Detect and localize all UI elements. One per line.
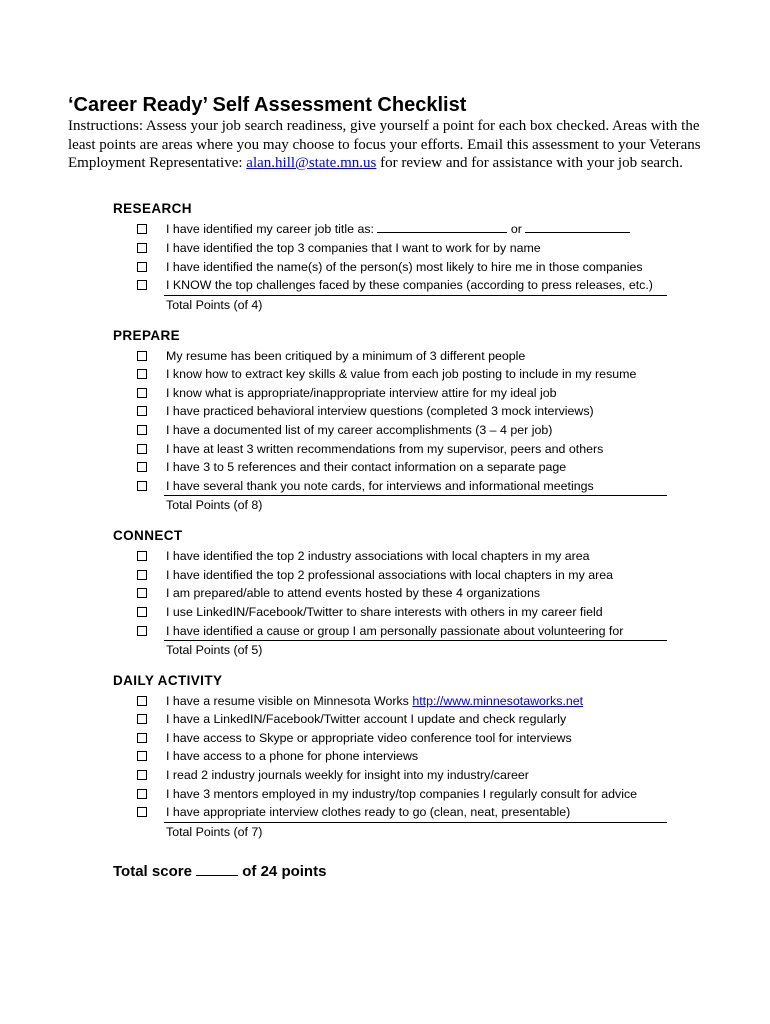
item-label xyxy=(166,692,583,711)
checklist-item xyxy=(137,276,667,295)
checklist-item xyxy=(137,785,667,804)
checkbox[interactable] xyxy=(137,770,147,780)
item-label: I have a documented list of my career accomplishments (3 – 4 per job) xyxy=(166,423,553,437)
checklist-item xyxy=(137,803,667,822)
checklist-item xyxy=(137,458,667,477)
item-label: I have access to a phone for phone interviews xyxy=(166,749,419,763)
section-total: Total Points (of 5) xyxy=(166,643,263,657)
section-total: Total Points (of 4) xyxy=(166,298,263,312)
checkbox[interactable] xyxy=(137,280,147,290)
checklist-item xyxy=(137,258,667,277)
checklist-item xyxy=(137,220,667,239)
checkbox[interactable] xyxy=(137,444,147,454)
item-label: I have identified the top 3 companies that I want to work for by name xyxy=(166,241,541,255)
total-score-suffix: of 24 points xyxy=(238,863,327,880)
checklist-item xyxy=(137,365,667,384)
item-label: I have identified the top 2 industry associations with local chapters in my area xyxy=(166,549,590,563)
checklist-item xyxy=(137,710,667,729)
checklist-item xyxy=(137,729,667,748)
item-label: I am prepared/able to attend events hosted by these 4 organizations xyxy=(166,586,541,600)
job-title-blank-field[interactable] xyxy=(377,221,507,233)
checkbox[interactable] xyxy=(137,751,147,761)
section-title-daily-activity: DAILY ACTIVITY xyxy=(113,673,223,688)
item-label: I KNOW the top challenges faced by these companies (according to press releases, etc.) xyxy=(166,278,653,292)
section-total: Total Points (of 7) xyxy=(166,825,263,839)
checkbox[interactable] xyxy=(137,462,147,472)
checklist-item xyxy=(137,622,667,641)
checklist-item xyxy=(137,477,667,496)
checkbox[interactable] xyxy=(137,425,147,435)
checkbox[interactable] xyxy=(137,243,147,253)
item-label: I have identified a cause or group I am personally passionate about volunteering for xyxy=(166,624,624,638)
item-label: I have a LinkedIN/Facebook/Twitter account I update and check regularly xyxy=(166,712,567,726)
item-label: I have access to Skype or appropriate video conference tool for interviews xyxy=(166,731,572,745)
item-label: I have identified the top 2 professional associations with local chapters in my area xyxy=(166,568,614,582)
checkbox[interactable] xyxy=(137,406,147,416)
item-label: I know how to extract key skills & value from each job posting to include in my resume xyxy=(166,367,637,381)
page-title: ‘Career Ready’ Self Assessment Checklist xyxy=(68,94,467,116)
total-score-blank-field[interactable] xyxy=(196,861,238,876)
checkbox[interactable] xyxy=(137,696,147,706)
item-label: I have at least 3 written recommendations from my supervisor, peers and others xyxy=(166,442,604,456)
checklist-item xyxy=(137,566,667,585)
item-label: I have several thank you note cards, for interviews and informational meetings xyxy=(166,479,594,493)
item-label: I use LinkedIN/Facebook/Twitter to share interests with others in my career field xyxy=(166,605,603,619)
instructions-text-before: Instructions: Assess your job search readiness, give yourself a point for each box checked. Areas with the least points are areas where you may choose to focus your efforts. Email this assessment to your Veterans Employment Representative: xyxy=(68,118,701,171)
checkbox[interactable] xyxy=(137,351,147,361)
checkbox[interactable] xyxy=(137,388,147,398)
total-score-label: Total score xyxy=(113,863,197,880)
checkbox[interactable] xyxy=(137,570,147,580)
checklist-item xyxy=(137,547,667,566)
checkbox[interactable] xyxy=(137,551,147,561)
item-label: My resume has been critiqued by a minimum of 3 different people xyxy=(166,349,526,363)
section-title-connect: CONNECT xyxy=(113,528,183,543)
checkbox[interactable] xyxy=(137,607,147,617)
job-title-alt-blank-field[interactable] xyxy=(525,221,630,233)
checkbox[interactable] xyxy=(137,714,147,724)
checkbox[interactable] xyxy=(137,789,147,799)
instructions xyxy=(68,117,718,173)
item-label: I read 2 industry journals weekly for insight into my industry/career xyxy=(166,768,529,782)
minnesota-works-link[interactable]: http://www.minnesotaworks.net xyxy=(412,694,584,708)
checklist-item xyxy=(137,584,667,603)
checklist-item xyxy=(137,603,667,622)
section-title-prepare: PREPARE xyxy=(113,328,181,343)
instructions-text-after: for review and for assistance with your job search. xyxy=(376,155,683,171)
checkbox[interactable] xyxy=(137,733,147,743)
item-label: I know what is appropriate/inappropriate interview attire for my ideal job xyxy=(166,386,557,400)
checklist-item xyxy=(137,347,667,366)
checklist-item xyxy=(137,421,667,440)
email-link[interactable]: alan.hill@state.mn.us xyxy=(246,155,377,171)
checkbox[interactable] xyxy=(137,588,147,598)
checklist-item xyxy=(137,239,667,258)
checkbox[interactable] xyxy=(137,369,147,379)
item-label: I have 3 to 5 references and their contact information on a separate page xyxy=(166,460,567,474)
checklist-item xyxy=(137,384,667,403)
checkbox[interactable] xyxy=(137,224,147,234)
item-text-part: I have identified my career job title as: xyxy=(166,222,378,236)
total-score xyxy=(113,861,326,880)
checklist-item xyxy=(137,692,667,711)
checklist-item xyxy=(137,747,667,766)
item-label: I have identified the name(s) of the person(s) most likely to hire me in those companies xyxy=(166,260,643,274)
checkbox[interactable] xyxy=(137,807,147,817)
item-text-part: or xyxy=(507,222,526,236)
checkbox[interactable] xyxy=(137,626,147,636)
item-label: I have 3 mentors employed in my industry/top companies I regularly consult for advice xyxy=(166,787,638,801)
item-label: I have appropriate interview clothes ready to go (clean, neat, presentable) xyxy=(166,805,571,819)
checkbox[interactable] xyxy=(137,262,147,272)
checklist-item xyxy=(137,440,667,459)
item-label: I have practiced behavioral interview questions (completed 3 mock interviews) xyxy=(166,404,594,418)
section-total: Total Points (of 8) xyxy=(166,498,263,512)
checkbox[interactable] xyxy=(137,481,147,491)
section-title-research: RESEARCH xyxy=(113,201,192,216)
item-label xyxy=(166,220,630,239)
checklist-item xyxy=(137,402,667,421)
checklist-item xyxy=(137,766,667,785)
item-text: I have a resume visible on Minnesota Works xyxy=(166,694,413,708)
